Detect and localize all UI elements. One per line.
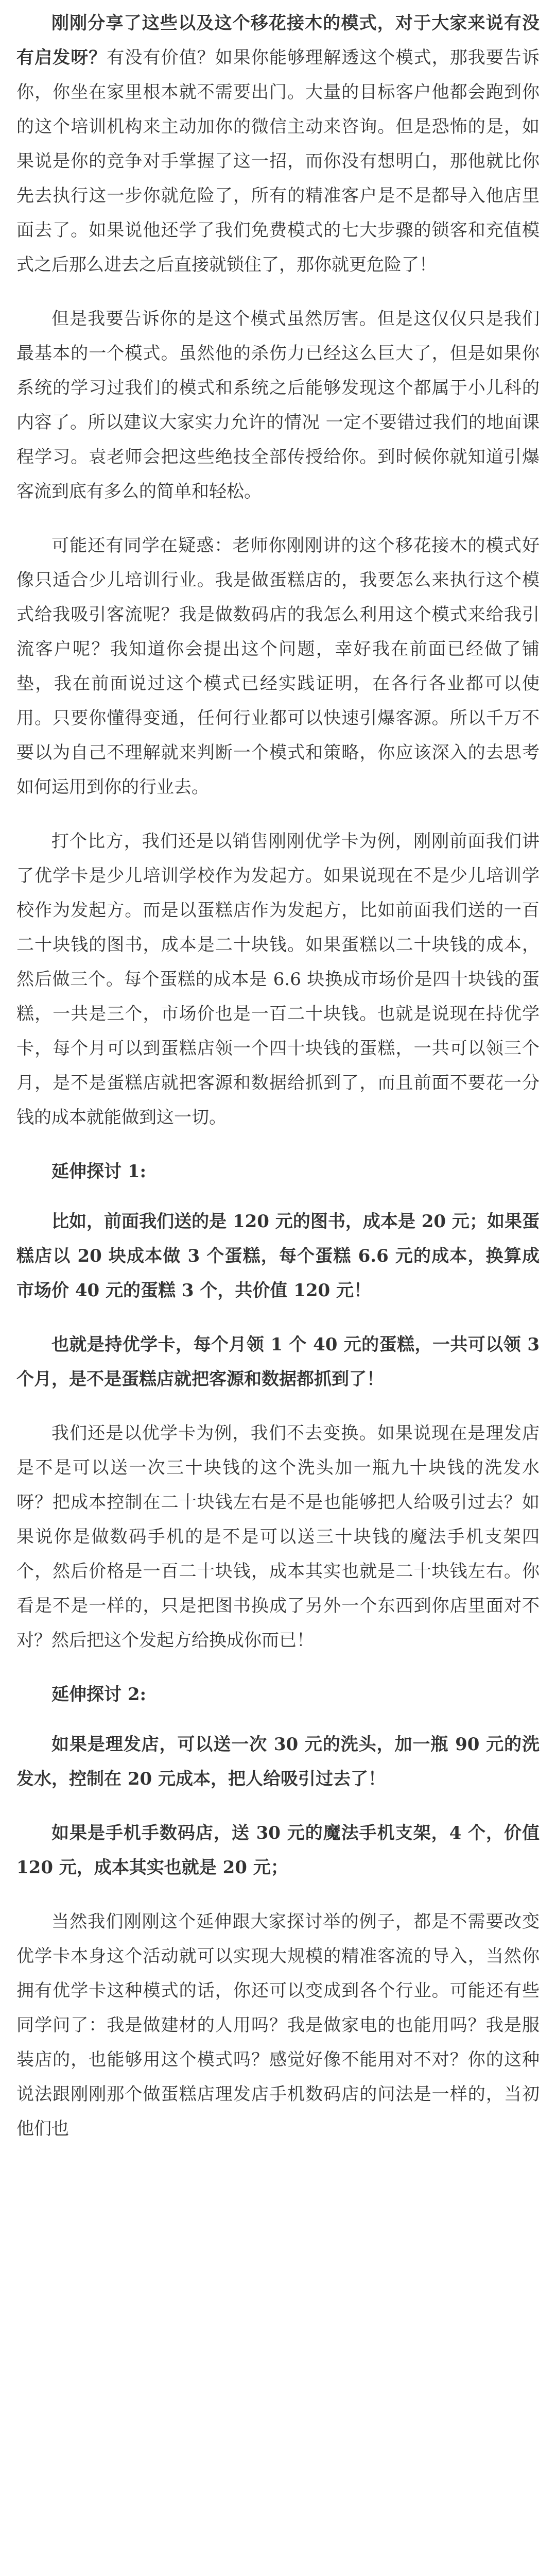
paragraph-model-warning: 但是我要告诉你的是这个模式虽然厉害。但是这仅仅只是我们最基本的一个模式。虽然他的杀伤力已经这么巨大了，但是如果你系统的学习过我们的模式和系统之后能够发现这个都属于小儿科的内容了。所以建议大家实力允许的情况 一定不要错过我们的地面课程学习。袁老师会把这些绝技全部传授给你。到时候你就知道引爆客流到底有多么的简单和轻松。 — [16, 309, 540, 502]
paragraph-extension-2-a: 如果是理发店，可以送一次 30 元的洗头，加一瓶 90 元的洗发水，控制在 20 元成本，把人给吸引过去了！ — [16, 1734, 540, 1789]
intro-bold-lead: 刚刚分享了这些以及这个移花接木的模式，对于大家来说有没有启发呀？ — [16, 13, 540, 68]
paragraph-extension-2-b: 如果是手机手数码店，送 30 元的魔法手机支架，4 个，价值 120 元，成本其实也就是 20 元； — [16, 1823, 540, 1878]
paragraph-extension-1-b: 也就是持优学卡，每个月领 1 个 40 元的蛋糕，一共可以领 3 个月，是不是蛋糕店就把客源和数据都抓到了！ — [16, 1334, 540, 1389]
paragraph-cake-example: 打个比方，我们还是以销售刚刚优学卡为例，刚刚前面我们讲了优学卡是少儿培训学校作为发起方。如果说现在不是少儿培训学校作为发起方。而是以蛋糕店作为发起方，比如前面我们送的一百二十块钱的图书，成本是二十块钱。如果蛋糕以二十块钱的成本，然后做三个。每个蛋糕的成本是 6.6 块换成市场价是四十块钱的蛋糕，一共是三个，市场价也是一百二十块钱。也就是说现在持优学卡，每个月可以到蛋糕店领一个四十块钱的蛋糕，一共可以领三个月，是不是蛋糕店就把客源和数据给抓到了，而且前面不要花一分钱的成本就能做到这一切。 — [16, 831, 540, 1128]
section-heading-extension-2: 延伸探讨 2: — [51, 1684, 147, 1705]
paragraph-industry-question: 可能还有同学在疑惑：老师你刚刚讲的这个移花接木的模式好像只适合少儿培训行业。我是做蛋糕店的，我要怎么来执行这个模式给我吸引客流呢？我是做数码店的我怎么利用这个模式来给我引流客户呢？我知道你会提出这个问题，幸好我在前面已经做了铺垫，我在前面说过这个模式已经实践证明，在各行各业都可以使用。只要你懂得变通，任何行业都可以快速引爆客源。所以千万不要以为自己不理解就来判断一个模式和策略，你应该深入的去思考如何运用到你的行业去。 — [16, 535, 540, 798]
intro-text: 有没有价值？如果你能够理解透这个模式，那我要告诉你，你坐在家里根本就不需要出门。大量的目标客户他都会跑到你的这个培训机构来主动加你的微信主动来咨询。但是恐怖的是，如果说是你的竞争对手掌握了这一招，而你没有想明白，那他就比你先去执行这一步你就危险了，所有的精准客户是不是都导入他店里面去了。如果说他还学了我们免费模式的七大步骤的锁客和充值模式之后那么进去之后直接就锁住了，那你就更危险了！ — [16, 47, 540, 275]
section-heading-extension-1: 延伸探讨 1: — [51, 1161, 147, 1182]
paragraph-closing: 当然我们刚刚这个延伸跟大家探讨举的例子，都是不需要改变优学卡本身这个活动就可以实现大规模的精准客流的导入，当然你拥有优学卡这种模式的话，你还可以变成到各个行业。可能还有些同学问了：我是做建材的人用吗？我是做家电的也能用吗？我是服装店的，也能够用这个模式吗？感觉好像不能用对不对？你的这种说法跟刚刚那个做蛋糕店理发店手机数码店的问法是一样的，当初他们也 — [16, 1911, 540, 2139]
paragraph-intro — [16, 6, 540, 282]
paragraph-extension-1-a: 比如，前面我们送的是 120 元的图书，成本是 20 元；如果蛋糕店以 20 块成本做 3 个蛋糕，每个蛋糕 6.6 元的成本，换算成市场价 40 元的蛋糕 3 个，共价值 120 元！ — [16, 1211, 540, 1301]
paragraph-barber-digital-example: 我们还是以优学卡为例，我们不去变换。如果说现在是理发店是不是可以送一次三十块钱的这个洗头加一瓶九十块钱的洗发水呀？把成本控制在二十块钱左右是不是也能够把人给吸引过去？如果说你是做数码手机的是不是可以送三十块钱的魔法手机支架四个，然后价格是一百二十块钱，成本其实也就是二十块钱左右。你看是不是一样的，只是把图书换成了另外一个东西到你店里面对不对？然后把这个发起方给换成你而已！ — [16, 1423, 540, 1651]
